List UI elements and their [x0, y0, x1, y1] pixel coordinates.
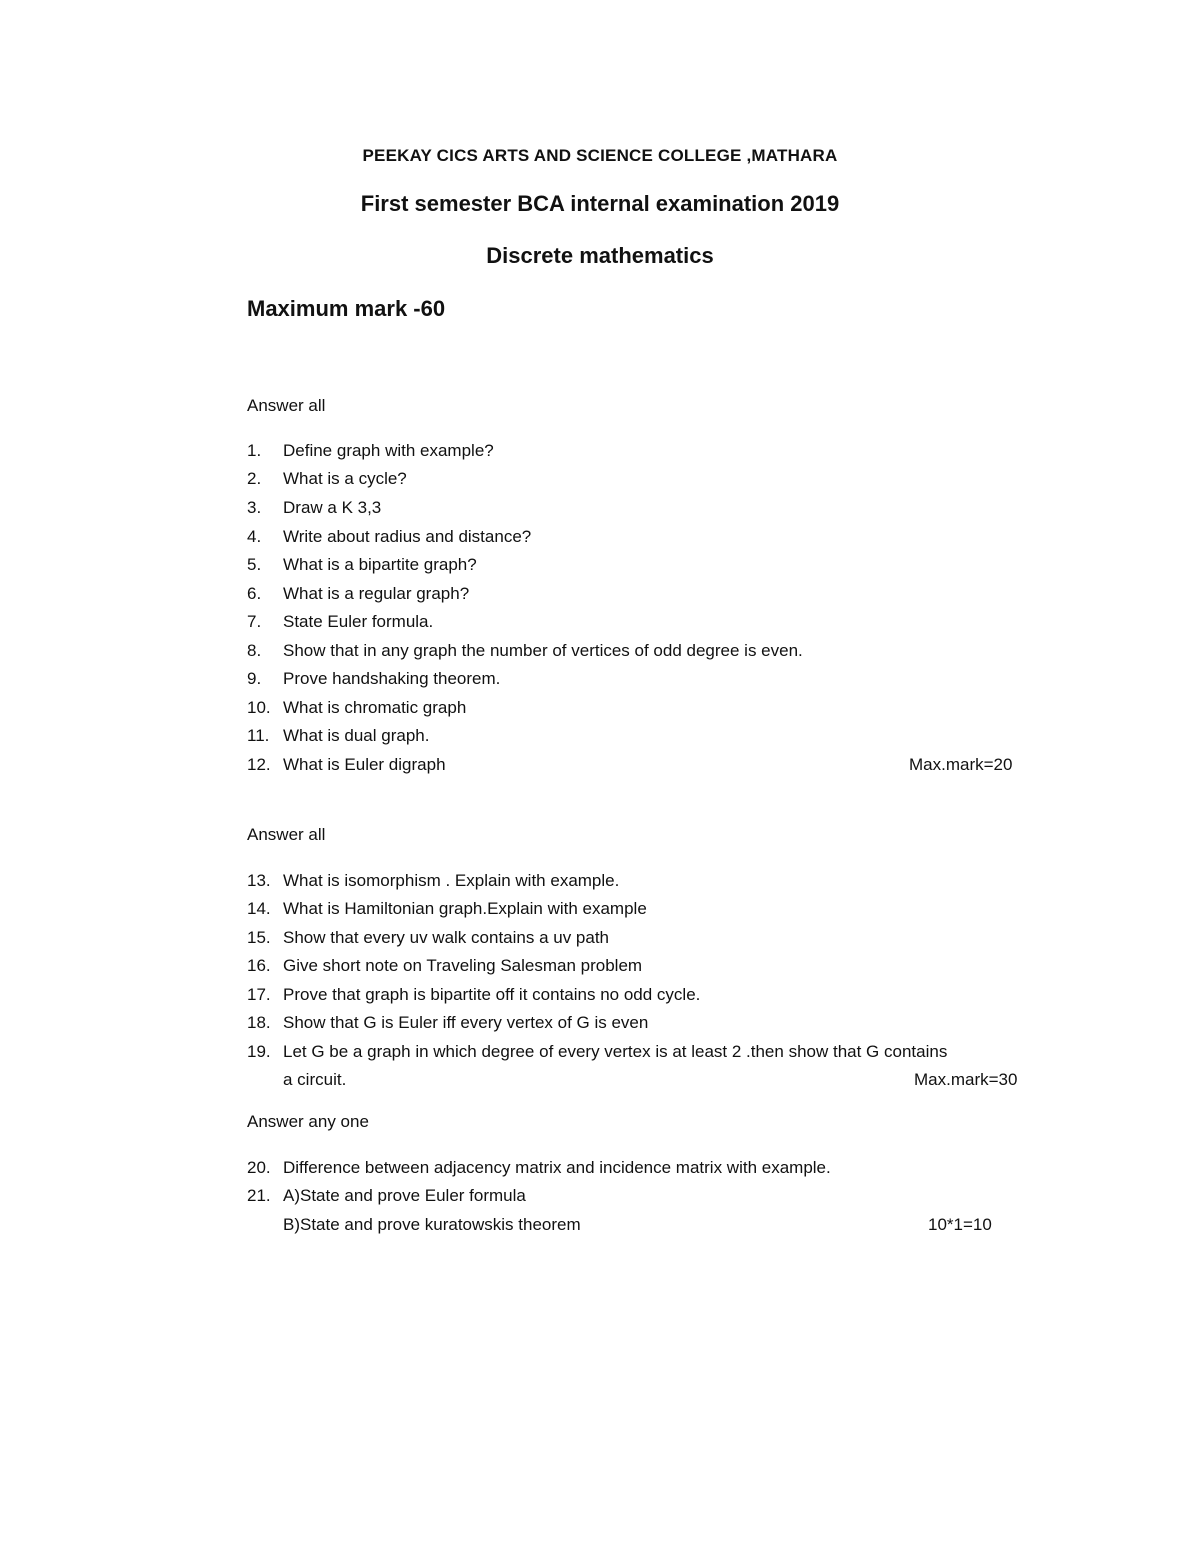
question-number: 6. [247, 584, 262, 603]
college-name: PEEKAY CICS ARTS AND SCIENCE COLLEGE ,MATHARA [362, 146, 838, 165]
maximum-mark: Maximum mark -60 [247, 296, 446, 321]
section-2-label: Answer all [247, 825, 326, 844]
question-number: 2. [247, 469, 262, 488]
question-14 [247, 897, 647, 921]
question-number: 10. [247, 698, 271, 717]
question-number: 8. [247, 641, 262, 660]
question-text: State Euler formula. [283, 612, 434, 631]
section-1-label: Answer all [247, 396, 326, 415]
question-text: Difference between adjacency matrix and incidence matrix with example. [283, 1158, 831, 1177]
question-text: Let G be a graph in which degree of every vertex is at least 2 .then show that G contains [283, 1042, 948, 1061]
section-2-mark: Max.mark=30 [914, 1070, 1018, 1089]
question-text: Draw a K 3,3 [283, 498, 382, 517]
question-text: Write about radius and distance? [283, 527, 532, 546]
question-text: What is a regular graph? [283, 584, 470, 603]
question-10 [247, 696, 466, 720]
question-number: 15. [247, 928, 271, 947]
question-text: What is chromatic graph [283, 698, 467, 717]
question-number: 1. [247, 441, 262, 460]
section-3-mark: 10*1=10 [928, 1215, 992, 1234]
question-text: Prove handshaking theorem. [283, 669, 501, 688]
section-3-label: Answer any one [247, 1112, 369, 1131]
subject-title: Discrete mathematics [486, 243, 714, 268]
question-21 [247, 1184, 526, 1208]
question-number: 9. [247, 669, 262, 688]
question-text: What is Hamiltonian graph.Explain with example [283, 899, 647, 918]
question-number: 4. [247, 527, 262, 546]
question-text: Show that every uv walk contains a uv path [283, 928, 610, 947]
question-12 [247, 753, 446, 777]
question-6 [247, 582, 469, 606]
question-13 [247, 869, 619, 893]
question-2 [247, 467, 407, 491]
question-text: Prove that graph is bipartite off it contains no odd cycle. [283, 985, 701, 1004]
question-text: What is Euler digraph [283, 755, 446, 774]
question-19-continuation: a circuit. [283, 1070, 347, 1089]
question-text: A)State and prove Euler formula [283, 1186, 526, 1205]
question-number: 13. [247, 871, 271, 890]
question-1 [247, 439, 494, 463]
question-number: 14. [247, 899, 271, 918]
question-text: Define graph with example? [283, 441, 494, 460]
question-number: 16. [247, 956, 271, 975]
question-number: 21. [247, 1186, 271, 1205]
exam-title: First semester BCA internal examination 2019 [360, 191, 840, 216]
question-5 [247, 553, 477, 577]
question-number: 18. [247, 1013, 271, 1032]
question-18 [247, 1011, 648, 1035]
question-number: 3. [247, 498, 262, 517]
question-number: 17. [247, 985, 271, 1004]
question-20 [247, 1156, 831, 1180]
question-text: Give short note on Traveling Salesman problem [283, 956, 643, 975]
question-number: 12. [247, 755, 271, 774]
question-number: 7. [247, 612, 262, 631]
question-text: Show that G is Euler iff every vertex of G is even [283, 1013, 649, 1032]
question-17 [247, 983, 700, 1007]
question-text: What is isomorphism . Explain with example. [283, 871, 620, 890]
question-11 [247, 724, 429, 748]
question-7 [247, 610, 433, 634]
question-21-continuation: B)State and prove kuratowskis theorem [283, 1215, 581, 1234]
question-19 [247, 1040, 947, 1064]
question-number: 5. [247, 555, 262, 574]
question-text: What is a cycle? [283, 469, 407, 488]
question-text: What is a bipartite graph? [283, 555, 477, 574]
question-15 [247, 926, 609, 950]
question-4 [247, 525, 531, 549]
question-9 [247, 667, 500, 691]
question-16 [247, 954, 642, 978]
question-text: What is dual graph. [283, 726, 430, 745]
question-8 [247, 639, 803, 663]
section-1-mark: Max.mark=20 [909, 755, 1013, 774]
question-number: 11. [247, 726, 270, 745]
question-text: Show that in any graph the number of vertices of odd degree is even. [283, 641, 803, 660]
question-3 [247, 496, 381, 520]
question-number: 20. [247, 1158, 271, 1177]
question-number: 19. [247, 1042, 271, 1061]
